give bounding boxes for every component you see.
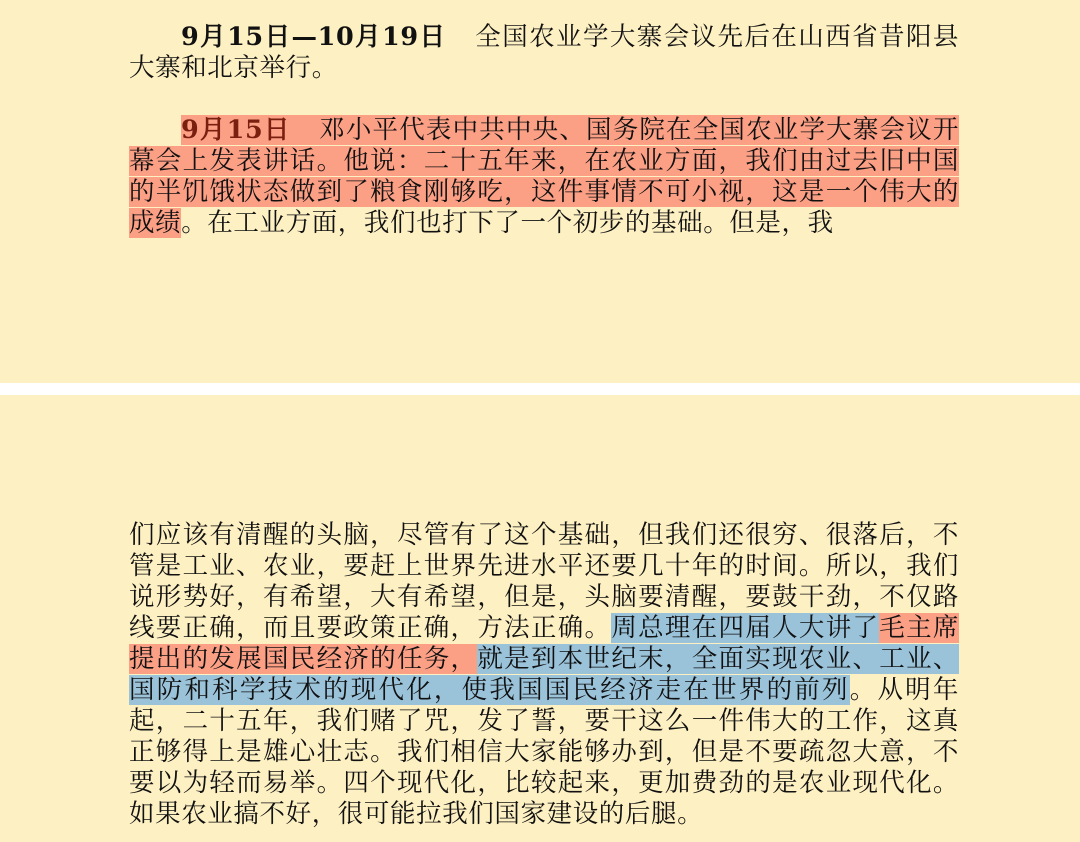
highlight-blue-1: 周总理在四届人大讲了 (611, 613, 880, 643)
highlighted-quote: 邓小平代表中共中央、国务院在全国农业学大寨会议开幕会上发表讲话。他说：二十五年来，在农业方面，我们由过去旧中国的半饥饿状态做到了粮食刚够吃，这件事情不可小视，这是一个伟大的成绩 (129, 115, 960, 238)
paragraph-lead-text: 们应该有清醒的头脑，尽管有了这个基础，但我们还很穷、很落后，不管是工业、农业，要赶上世界先进水平还要几十年的时间。所以，我们说形势好，有希望，大有希望，但是，头脑要清醒，要鼓干劲，不仅路线要正确，而且要政策正确，方法正确。 (129, 520, 959, 643)
entry-date: 9月15日 (181, 115, 291, 145)
document-page-2 (0, 395, 1080, 842)
highlight-red: 毛主席提出的发展国民经济的任务， (129, 613, 959, 674)
chronology-entry-sep15 (129, 115, 959, 239)
chronology-entry-sep15-oct19 (129, 22, 959, 84)
entry-date: 9月15日—10月19日 (181, 22, 447, 52)
paragraph-tail-text: 。从明年起，二十五年，我们赌了咒，发了誓，要干这么一件伟大的工作，这真正够得上是雄心壮志。我们相信大家能够办到，但是不要疏忽大意，不要以为轻而易举。四个现代化，比较起来，更加费劲的是农业现代化。如果农业搞不好，很可能拉我们国家建设的后腿。 (129, 675, 959, 829)
entry-text: 全国农业学大寨会议先后在山西省昔阳县大寨和北京举行。 (129, 22, 959, 83)
paragraph-continued (129, 520, 959, 830)
entry-text-continued: 。在工业方面，我们也打下了一个初步的基础。但是，我 (181, 208, 834, 238)
document-page-1 (0, 0, 1080, 383)
highlight-blue-2: 就是到本世纪末，全面实现农业、工业、国防和科学技术的现代化，使我国国民经济走在世界的前列 (129, 644, 959, 705)
